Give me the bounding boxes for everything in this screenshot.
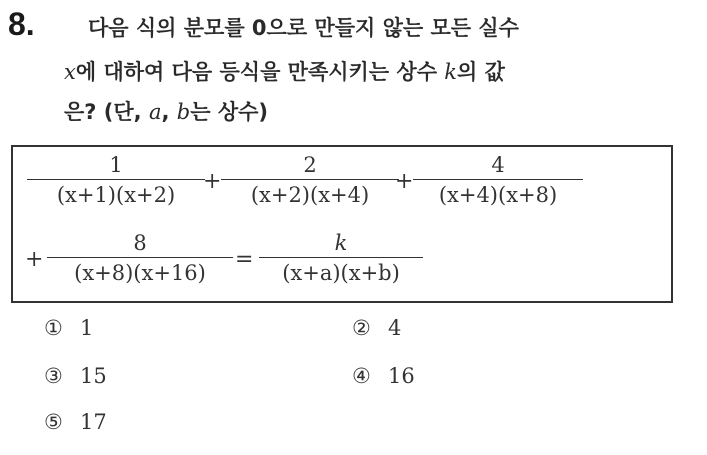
plus-sign: + xyxy=(203,169,222,194)
fraction-5-denominator: (x+a)(x+b) xyxy=(282,261,400,285)
choice-marker: ③ xyxy=(44,364,63,388)
question-text-3-end: 는 상수) xyxy=(190,100,269,124)
choice-value: 1 xyxy=(80,316,94,340)
question-text-2: 에 대하여 다음 등식을 만족시키는 상수 xyxy=(75,60,445,84)
question-number: 8. xyxy=(8,6,35,42)
fraction-1 xyxy=(27,151,205,208)
question-line-1 xyxy=(88,12,519,42)
choice-marker: ① xyxy=(44,316,63,340)
fraction-3-numerator: 4 xyxy=(491,153,505,177)
choice-value: 16 xyxy=(388,364,415,388)
fraction-5-numerator: k xyxy=(334,231,348,255)
fraction-2-denominator: (x+2)(x+4) xyxy=(250,183,370,207)
choice-5[interactable] xyxy=(44,410,107,434)
choice-value: 17 xyxy=(80,410,107,434)
fraction-1-numerator: 1 xyxy=(109,153,123,177)
choice-value: 4 xyxy=(388,316,402,340)
plus-sign: + xyxy=(395,169,414,194)
choice-1[interactable] xyxy=(44,316,93,340)
fraction-1-denominator: (x+1)(x+2) xyxy=(56,183,176,207)
var-a: a xyxy=(148,100,162,124)
plus-sign: + xyxy=(25,247,44,272)
question-line-2 xyxy=(64,56,505,86)
question-text-2-end: 의 값 xyxy=(457,60,505,84)
question-line-3 xyxy=(64,96,268,126)
var-x: x xyxy=(64,60,76,84)
var-k: k xyxy=(444,60,458,84)
fraction-3-denominator: (x+4)(x+8) xyxy=(438,183,558,207)
choice-value: 15 xyxy=(80,364,107,388)
comma: , xyxy=(161,100,177,124)
fraction-4-denominator: (x+8)(x+16) xyxy=(74,261,206,285)
question-text-3: 은? (단, xyxy=(64,100,149,124)
choice-4[interactable] xyxy=(352,364,415,388)
fraction-2 xyxy=(221,151,399,208)
fraction-4 xyxy=(47,229,233,286)
fraction-5 xyxy=(259,229,423,286)
choice-marker: ② xyxy=(352,316,371,340)
equation-box xyxy=(11,145,673,303)
choice-2[interactable] xyxy=(352,316,401,340)
fraction-3 xyxy=(413,151,583,208)
equals-sign: = xyxy=(235,247,254,272)
question-text-1: 다음 식의 분모를 0으로 만들지 않는 모든 실수 xyxy=(88,16,519,40)
fraction-2-numerator: 2 xyxy=(303,153,317,177)
var-b: b xyxy=(176,100,191,124)
fraction-4-numerator: 8 xyxy=(133,231,147,255)
choice-3[interactable] xyxy=(44,364,107,388)
choice-marker: ④ xyxy=(352,364,371,388)
choice-marker: ⑤ xyxy=(44,410,63,434)
